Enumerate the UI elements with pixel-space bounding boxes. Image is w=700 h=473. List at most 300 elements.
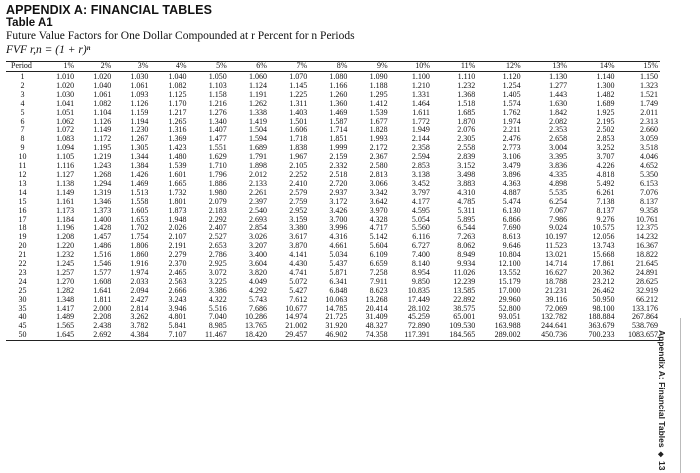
factor-cell: 1.010	[56, 72, 75, 81]
formula: FVF r,n = (1 + r)ⁿ	[6, 44, 91, 56]
factor-cell: 1.124	[248, 80, 267, 90]
factor-cell: 1.295	[369, 89, 388, 99]
column-header-rate: 10%	[390, 62, 432, 72]
factor-cell: 23.212	[592, 276, 615, 286]
period-cell: 17	[18, 214, 27, 224]
factor-cell: 1.090	[369, 72, 388, 81]
factor-cell: 9.358	[640, 205, 658, 215]
factor-cell: 1.232	[457, 80, 476, 90]
factor-cell: 3.479	[502, 161, 521, 171]
factor-cell: 5.142	[369, 232, 388, 242]
factor-cell: 1.457	[93, 232, 112, 242]
period-cell: 30	[18, 294, 27, 304]
factor-cell: 7.612	[289, 294, 308, 304]
factor-cell: 1.265	[168, 116, 187, 126]
factor-cell: 4.292	[248, 285, 267, 295]
factor-cell: 17.449	[407, 294, 430, 304]
factor-cell: 2.854	[248, 223, 267, 233]
factor-cell: 2.397	[248, 196, 267, 206]
factor-cell: 2.925	[208, 259, 227, 269]
factor-cell: 3.870	[289, 241, 308, 251]
factor-cell: 4.717	[369, 223, 388, 233]
period-cell: 18	[18, 223, 27, 233]
factor-cell: 2.518	[329, 169, 348, 179]
factor-cell: 1.149	[56, 187, 75, 197]
factor-cell: 2.159	[329, 152, 348, 162]
period-cell: 1	[20, 72, 25, 81]
factor-cell: 1.428	[93, 223, 112, 233]
factor-cell: 2.252	[289, 169, 308, 179]
factor-cell: 1.407	[208, 125, 227, 135]
factor-cell: 2.026	[168, 223, 187, 233]
factor-cell: 1.219	[93, 152, 112, 162]
factor-cell: 6.544	[457, 223, 476, 233]
factor-cell: 4.430	[289, 259, 308, 269]
factor-cell: 3.946	[168, 303, 187, 313]
table-row	[6, 331, 660, 340]
column-header-rate: 15%	[617, 62, 661, 72]
factor-cell: 1.898	[248, 161, 267, 171]
factor-cell: 1.145	[289, 80, 308, 90]
column-header-rate: 2%	[76, 62, 113, 72]
factor-cell: 2.191	[168, 241, 187, 251]
factor-cell: 7.400	[411, 250, 430, 260]
factor-cell: 2.563	[168, 276, 187, 286]
factor-cell: 1083.657	[617, 331, 661, 340]
factor-cell: 5.072	[289, 276, 308, 286]
factor-cell: 1.030	[56, 89, 75, 99]
factor-cell: 1.443	[549, 89, 568, 99]
factor-cell: 1.070	[289, 72, 308, 81]
factor-cell: 1.417	[56, 303, 75, 313]
factor-cell: 6.866	[502, 214, 521, 224]
factor-cell: 1.605	[130, 205, 149, 215]
factor-cell: 450.736	[523, 331, 569, 340]
factor-cell: 28.625	[636, 276, 658, 286]
factor-cell: 8.137	[596, 205, 615, 215]
factor-cell: 2.105	[289, 161, 308, 171]
factor-cell: 1.103	[208, 80, 227, 90]
factor-cell: 1.772	[411, 116, 430, 126]
factor-cell: 1.116	[56, 161, 75, 171]
factor-cell: 15.668	[592, 250, 615, 260]
factor-cell: 1.967	[289, 152, 308, 162]
column-header-rate: 12%	[477, 62, 522, 72]
factor-cell: 4.818	[596, 169, 615, 179]
factor-cell: 2.693	[248, 214, 267, 224]
factor-cell: 1.060	[248, 72, 267, 81]
factor-cell: 20.362	[592, 267, 615, 277]
factor-cell: 2.580	[369, 161, 388, 171]
factor-cell: 244.641	[541, 321, 568, 331]
factor-cell: 5.743	[248, 294, 267, 304]
column-header-rate: 3%	[113, 62, 150, 72]
factor-cell: 2.305	[457, 134, 476, 144]
factor-cell: 7.690	[502, 223, 521, 233]
factor-cell: 1.061	[93, 89, 112, 99]
factor-cell: 1.423	[168, 143, 187, 153]
factor-cell: 93.051	[498, 312, 521, 322]
factor-cell: 1.130	[549, 72, 568, 81]
factor-cell: 2.370	[168, 259, 187, 269]
factor-cell: 1.546	[93, 259, 112, 269]
factor-cell: 1.323	[640, 80, 658, 90]
factor-cell: 3.026	[248, 232, 267, 242]
factor-cell: 2.527	[208, 232, 227, 242]
factor-cell: 1.072	[56, 125, 75, 135]
factor-cell: 6.727	[411, 241, 430, 251]
factor-cell: 1.791	[248, 152, 267, 162]
factor-cell: 2.133	[248, 178, 267, 188]
factor-cell: 17.000	[498, 285, 521, 295]
factor-cell: 12.375	[636, 223, 658, 233]
factor-cell: 4.335	[549, 169, 568, 179]
factor-cell: 2.407	[208, 223, 227, 233]
factor-cell: 1.126	[93, 116, 112, 126]
factor-cell: 2.195	[596, 116, 615, 126]
factor-cell: 48.327	[365, 321, 388, 331]
factor-cell: 10.835	[407, 285, 430, 295]
factor-cell: 5.034	[329, 250, 348, 260]
factor-cell: 2.786	[208, 250, 227, 260]
factor-cell: 26.462	[592, 285, 615, 295]
factor-cell: 9.646	[502, 241, 521, 251]
factor-cell: 4.887	[502, 187, 521, 197]
period-cell: 3	[20, 89, 25, 99]
factor-cell: 14.714	[545, 259, 568, 269]
factor-cell: 4.226	[596, 161, 615, 171]
factor-cell: 32.919	[636, 285, 658, 295]
factor-cell: 31.920	[325, 321, 348, 331]
factor-cell: 3.059	[640, 134, 658, 144]
factor-cell: 10.575	[592, 223, 615, 233]
column-header-rate: 4%	[150, 62, 188, 72]
factor-cell: 538.769	[632, 321, 658, 331]
factor-cell: 1.811	[93, 294, 112, 304]
factor-cell: 3.004	[549, 143, 568, 153]
factor-cell: 4.141	[289, 250, 308, 260]
factor-cell: 1.319	[93, 187, 112, 197]
factor-cell: 7.911	[369, 276, 388, 286]
factor-cell: 3.896	[502, 169, 521, 179]
factor-cell: 1.041	[56, 98, 75, 108]
factor-cell: 1.300	[596, 80, 615, 90]
factor-cell: 4.363	[502, 178, 521, 188]
factor-cell: 1.082	[93, 98, 112, 108]
factor-cell: 3.172	[329, 196, 348, 206]
period-cell: 9	[20, 143, 25, 153]
factor-cell: 29.457	[269, 331, 309, 340]
factor-cell: 14.974	[285, 312, 308, 322]
factor-cell: 8.954	[411, 267, 430, 277]
factor-cell: 11.467	[189, 331, 229, 340]
factor-cell: 1.170	[168, 98, 187, 108]
factor-cell: 2.594	[411, 152, 430, 162]
factor-cell: 1.196	[56, 223, 75, 233]
factor-cell: 1.262	[248, 98, 267, 108]
factor-cell: 1.993	[369, 134, 388, 144]
factor-cell: 2.332	[329, 161, 348, 171]
factor-cell: 3.225	[208, 276, 227, 286]
factor-cell: 1.806	[130, 241, 149, 251]
factor-cell: 3.262	[130, 312, 149, 322]
factor-cell: 117.391	[390, 331, 432, 340]
factor-cell: 98.100	[592, 303, 615, 313]
factor-cell: 1.158	[208, 89, 227, 99]
factor-cell: 2.540	[248, 205, 267, 215]
factor-cell: 1.093	[130, 89, 149, 99]
period-cell: 8	[20, 134, 25, 144]
factor-cell: 1.316	[168, 125, 187, 135]
factor-cell: 1.125	[168, 89, 187, 99]
factor-cell: 4.652	[640, 161, 658, 171]
factor-cell: 1.860	[130, 250, 149, 260]
factor-cell: 3.782	[130, 321, 149, 331]
factor-cell: 11.523	[545, 241, 568, 251]
factor-cell: 1.338	[248, 107, 267, 117]
factor-cell: 1.208	[56, 232, 75, 242]
factor-cell: 1.268	[93, 169, 112, 179]
factor-cell: 1.925	[596, 107, 615, 117]
factor-cell: 3.342	[369, 187, 388, 197]
appendix-title: APPENDIX A: FINANCIAL TABLES	[6, 3, 213, 17]
factor-cell: 13.743	[592, 241, 615, 251]
factor-cell: 1.184	[56, 214, 75, 224]
period-cell: 21	[18, 250, 27, 260]
factor-cell: 1.311	[289, 98, 308, 108]
factor-cell: 2.279	[168, 250, 187, 260]
factor-cell: 1.220	[56, 241, 75, 251]
factor-cell: 2.937	[329, 187, 348, 197]
factor-cell: 21.002	[285, 321, 308, 331]
factor-cell: 1.104	[93, 107, 112, 117]
factor-cell: 1.282	[56, 285, 75, 295]
factor-cell: 2.261	[248, 187, 267, 197]
factor-cell: 3.159	[289, 214, 308, 224]
factor-cell: 5.437	[329, 259, 348, 269]
factor-cell: 363.679	[588, 321, 615, 331]
factor-cell: 3.836	[549, 161, 568, 171]
factor-cell: 1.916	[130, 259, 149, 269]
factor-cell: 4.322	[208, 294, 227, 304]
factor-cell: 2.579	[289, 187, 308, 197]
factor-cell: 1.110	[457, 72, 476, 81]
factor-cell: 1.369	[168, 134, 187, 144]
factor-cell: 3.518	[640, 143, 658, 153]
factor-cell: 1.217	[168, 107, 187, 117]
factor-cell: 1.331	[411, 89, 430, 99]
factor-cell: 184.565	[432, 331, 477, 340]
factor-cell: 4.328	[369, 214, 388, 224]
column-header-rate: 5%	[189, 62, 229, 72]
factor-cell: 13.552	[498, 267, 521, 277]
factor-cell: 5.535	[549, 187, 568, 197]
factor-cell: 1.539	[369, 107, 388, 117]
factor-cell: 1.305	[130, 143, 149, 153]
factor-cell: 4.177	[411, 196, 430, 206]
factor-cell: 1.516	[93, 250, 112, 260]
factor-cell: 5.474	[502, 196, 521, 206]
factor-cell: 2.952	[289, 205, 308, 215]
factor-cell: 1.127	[56, 169, 75, 179]
factor-cell: 7.067	[549, 205, 568, 215]
factor-cell: 1.083	[56, 134, 75, 144]
factor-cell: 1.754	[130, 232, 149, 242]
factor-cell: 5.492	[596, 178, 615, 188]
factor-cell: 10.761	[636, 214, 658, 224]
factor-cell: 8.062	[457, 241, 476, 251]
factor-cell: 29.960	[498, 294, 521, 304]
factor-cell: 16.627	[545, 267, 568, 277]
period-cell: 2	[20, 80, 25, 90]
factor-cell: 2.720	[329, 178, 348, 188]
factor-cell: 72.069	[545, 303, 568, 313]
factor-cell: 2.813	[369, 169, 388, 179]
factor-cell: 22.892	[453, 294, 476, 304]
factor-cell: 2.107	[168, 232, 187, 242]
factor-cell: 3.395	[549, 152, 568, 162]
period-cell: 45	[18, 321, 27, 331]
factor-cell: 31.409	[365, 312, 388, 322]
factor-cell: 1.629	[208, 152, 227, 162]
factor-cell: 1.980	[208, 187, 227, 197]
factor-cell: 1.161	[56, 196, 75, 206]
factor-cell: 10.804	[498, 250, 521, 260]
factor-cell: 1.210	[411, 80, 430, 90]
factor-cell: 7.040	[208, 312, 227, 322]
factor-cell: 3.707	[596, 152, 615, 162]
factor-cell: 1.762	[502, 107, 521, 117]
factor-cell: 4.316	[329, 232, 348, 242]
factor-cell: 7.138	[596, 196, 615, 206]
factor-cell: 6.254	[549, 196, 568, 206]
period-cell: 11	[18, 161, 27, 171]
factor-cell: 46.902	[309, 331, 349, 340]
factor-cell: 1.346	[93, 196, 112, 206]
factor-cell: 3.642	[369, 196, 388, 206]
factor-cell: 2.438	[93, 321, 112, 331]
factor-cell: 12.239	[453, 276, 476, 286]
column-header-rate: 9%	[349, 62, 389, 72]
factor-cell: 188.884	[588, 312, 615, 322]
factor-cell: 1.020	[56, 80, 75, 90]
factor-cell: 1.230	[130, 125, 149, 135]
factor-cell: 1.040	[168, 72, 187, 81]
factor-cell: 5.895	[457, 214, 476, 224]
factor-cell: 2.853	[411, 161, 430, 171]
factor-cell: 1.400	[93, 214, 112, 224]
factor-cell: 2.814	[130, 303, 149, 313]
factor-cell: 6.261	[596, 187, 615, 197]
factor-cell: 5.841	[168, 321, 187, 331]
factor-cell: 1.120	[502, 72, 521, 81]
factor-cell: 8.140	[411, 259, 430, 269]
factor-cell: 5.311	[457, 205, 476, 215]
factor-cell: 2.082	[549, 116, 568, 126]
factor-cell: 5.871	[329, 267, 348, 277]
factor-cell: 24.891	[636, 267, 658, 277]
factor-cell: 1.257	[56, 267, 75, 277]
factor-cell: 8.949	[457, 250, 476, 260]
factor-cell: 1.501	[289, 116, 308, 126]
column-header-rate: 6%	[229, 62, 269, 72]
factor-cell: 1.469	[329, 107, 348, 117]
column-header-rate: 11%	[432, 62, 477, 72]
factor-cell: 2.666	[168, 285, 187, 295]
factor-cell: 1.276	[208, 107, 227, 117]
future-value-factor-table	[6, 61, 660, 341]
factor-cell: 1.232	[56, 250, 75, 260]
factor-cell: 1.294	[93, 178, 112, 188]
factor-cell: 1.551	[208, 143, 227, 153]
factor-cell: 3.498	[457, 169, 476, 179]
factor-cell: 3.386	[208, 285, 227, 295]
factor-cell: 1.267	[130, 134, 149, 144]
period-cell: 22	[18, 259, 27, 269]
factor-cell: 2.465	[168, 267, 187, 277]
factor-cell: 4.595	[411, 205, 430, 215]
factor-cell: 1.373	[93, 205, 112, 215]
factor-cell: 1.245	[56, 259, 75, 269]
factor-cell: 6.116	[412, 232, 430, 242]
factor-cell: 1.702	[130, 223, 149, 233]
period-cell: 14	[18, 187, 27, 197]
column-header-rate: 13%	[523, 62, 569, 72]
factor-cell: 1.270	[56, 276, 75, 286]
factor-cell: 16.367	[636, 241, 658, 251]
factor-cell: 14.785	[325, 303, 348, 313]
factor-cell: 1.344	[130, 152, 149, 162]
factor-cell: 700.233	[569, 331, 616, 340]
factor-cell: 1.718	[289, 134, 308, 144]
factor-cell: 2.427	[130, 294, 149, 304]
factor-cell: 9.850	[411, 276, 430, 286]
factor-cell: 6.153	[640, 178, 658, 188]
factor-cell: 1.105	[56, 152, 75, 162]
factor-cell: 7.076	[640, 187, 658, 197]
factor-cell: 1.140	[596, 72, 615, 81]
factor-cell: 50.950	[592, 294, 615, 304]
factor-cell: 1.051	[56, 107, 75, 117]
factor-cell: 13.021	[545, 250, 568, 260]
factor-cell: 12.100	[498, 259, 521, 269]
factor-cell: 1.225	[289, 89, 308, 99]
factor-cell: 1.260	[329, 89, 348, 99]
factor-cell: 4.785	[457, 196, 476, 206]
factor-cell: 1.150	[640, 72, 658, 81]
period-cell: 16	[18, 205, 27, 215]
factor-cell: 7.686	[248, 303, 267, 313]
factor-cell: 1.412	[369, 98, 388, 108]
factor-cell: 3.066	[369, 178, 388, 188]
factor-cell: 6.130	[502, 205, 521, 215]
factor-cell: 28.102	[407, 303, 430, 313]
factor-cell: 14.232	[636, 232, 658, 242]
factor-cell: 1.608	[93, 276, 112, 286]
factor-cell: 65.001	[453, 312, 476, 322]
factor-cell: 2.012	[248, 169, 267, 179]
factor-cell: 5.516	[208, 303, 227, 313]
factor-cell: 4.898	[549, 178, 568, 188]
period-cell: 35	[18, 303, 27, 313]
factor-cell: 1.191	[248, 89, 267, 99]
factor-cell: 1.677	[369, 116, 388, 126]
factor-cell: 1.565	[56, 321, 75, 331]
factor-cell: 21.231	[545, 285, 568, 295]
factor-cell: 1.504	[248, 125, 267, 135]
factor-cell: 1.138	[56, 178, 75, 188]
factor-cell: 1.630	[549, 98, 568, 108]
